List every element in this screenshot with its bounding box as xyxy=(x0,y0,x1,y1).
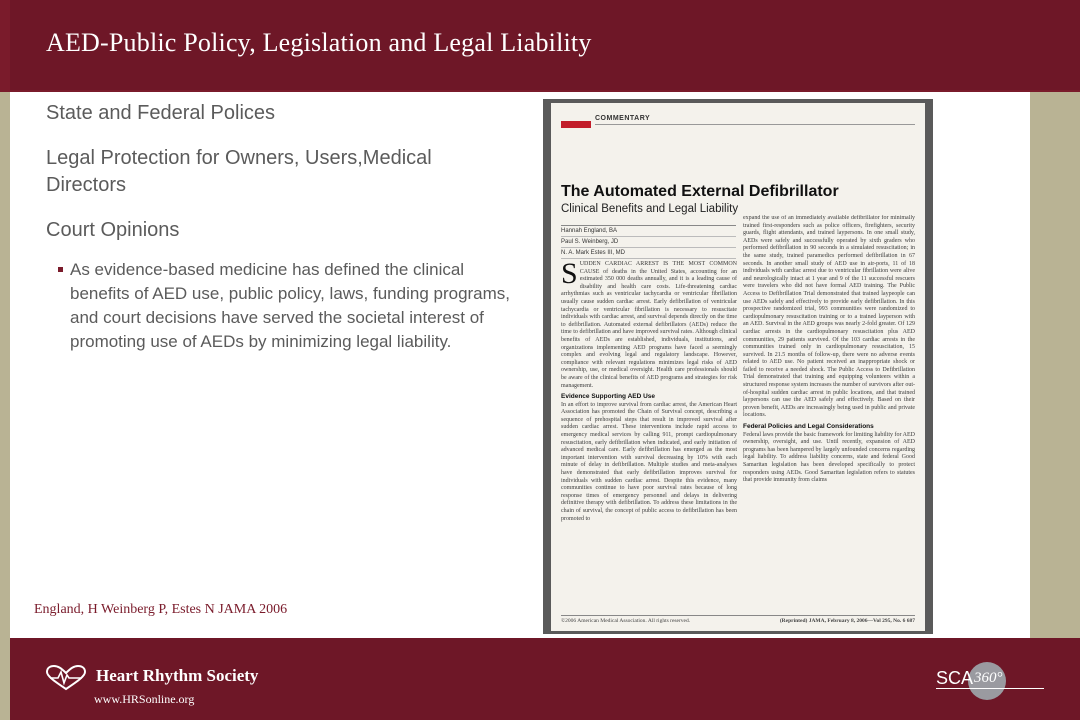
org-url[interactable]: www.HRSonline.org xyxy=(94,692,195,706)
article-section: COMMENTARY xyxy=(595,115,651,122)
section-color-bar xyxy=(561,121,591,128)
article-column-right xyxy=(743,215,915,615)
header-bar xyxy=(0,0,1080,92)
article-heading: Federal Policies and Legal Considerations xyxy=(743,423,874,431)
sca-text: SCA xyxy=(936,668,974,688)
sca-number: 360° xyxy=(974,670,1003,686)
article-intro: UDDEN CARDIAC ARREST IS THE MOST COMMON CAUSE of deaths in the United States, accounting for an estimated 350 000 deaths annually, and it is a leading cause of disability and health care costs. Life-threatening cardiac arrhythmias such as ventricular tachycardia or ventricular fibrillation usually cause sudden cardiac arrest. Early defibrillation of ventricular tachycardia or ventricular fibrillation is necessary to resuscitate individuals with cardiac arrest, and survival depends directly on the time to defibrillation. Automated external defibrillators (AEDs) reduce the time to defibrillation and have improved survival rates. Although clinical benefits of AEDs are established, individuals, institutions, and organizations implementing AED programs have faced a seemingly complex and evolving legal and regulatory landscape. However, compliance with relevant regulations minimizes legal risks of AED ownership, use, or medical oversight. Health care professionals should be aware of the clinical benefits of AED programs and strategies for risk management. xyxy=(561,261,737,389)
sub-bullet xyxy=(58,258,528,354)
section-rule xyxy=(595,124,915,125)
square-bullet-icon xyxy=(58,267,63,272)
author: N. A. Mark Estes III, MD xyxy=(561,248,736,259)
article-body: Federal laws provide the basic framework for limiting liability for AED ownership, oversight, and use. Until recently, expansion of AED programs has been hampered by largely unfounded concerns regarding legal liability. To address liability concerns, state and federal Good Samaritan legislation has been developed specifically to protect responders using AEDs. Good Samaritan legislation refers to statutes that provide immunity from claims xyxy=(743,431,915,484)
article-heading: Evidence Supporting AED Use xyxy=(561,393,656,401)
content-area xyxy=(10,92,1030,638)
article-page xyxy=(551,103,925,631)
article-copyright: ©2006 American Medical Association. All rights reserved. xyxy=(561,618,691,624)
author: Paul S. Weinberg, JD xyxy=(561,237,736,248)
heart-globe-logo-icon xyxy=(44,665,88,691)
author: Hannah England, BA xyxy=(561,226,736,237)
article-subtitle: Clinical Benefits and Legal Liability xyxy=(561,203,739,215)
drop-cap: S xyxy=(561,261,578,290)
article-authors xyxy=(561,225,736,259)
sca-underline xyxy=(936,688,1044,689)
article-title: The Automated External Defibrillator xyxy=(561,183,839,200)
bullet-state-federal: State and Federal Polices xyxy=(46,102,276,124)
bullet-court-opinions: Court Opinions xyxy=(46,219,180,241)
slide-title: AED-Public Policy, Legislation and Legal Liability xyxy=(46,28,592,57)
article-column-left xyxy=(561,261,737,616)
sub-bullet-text: As evidence-based medicine has defined the clinical benefits of AED use, public policy, laws, funding programs, and court decisions have served the societal interest of promoting use of AEDs by minimizing legal liability. xyxy=(70,260,511,351)
bullet-legal-protection: Legal Protection for Owners, Users,Medical Directors xyxy=(46,147,432,196)
footer-bar xyxy=(10,638,1080,720)
article-footer xyxy=(561,615,915,626)
article-body: In an effort to improve survival from cardiac arrest, the American Heart Association has promoted the Chain of Survival concept, describing a sequence of prehospital steps that result in improved survival after sudden cardiac arrest. These interventions include rapid access to emergency medical services by calling 911, prompt cardiopulmonary resuscitation, early defibrillation when indicated, and early initiation of advanced medical care. Early defibrillation has emerged as the most important intervention with survival decreasing by 10% with each minute of delay in defibrillation. Multiple studies and meta-analyses have demonstrated that early defibrillation improves survival for individuals with sudden cardiac arrest. Despite this evidence, many communities continue to have poor survival rates because of long response times of emergency personnel and delays in delivering definitive therapy with defibrillation. To address these limitations in the chain of survival, the concept of public access to defibrillation has been promoted to xyxy=(561,401,737,522)
article-reference: (Reprinted) JAMA, February 8, 2006—Vol 295, No. 6 687 xyxy=(779,618,915,624)
article-image xyxy=(543,99,933,634)
citation: England, H Weinberg P, Estes N JAMA 2006 xyxy=(34,602,288,617)
article-body: expand the use of an immediately available defibrillator for minimally trained first-responders such as police officers, firefighters, security guards, flight attendants, and trained laypersons. In one small study, AEDs were safely and successfully operated by sixth graders who performed defibrillation in 90 seconds in a simulated resuscitation; in the same study, trained paramedics performed defibrillation in 67 seconds. In another small study of AED use in air-ports, 11 of 18 individuals with cardiac arrest due to ventricular fibrillation were alive and neurologically intact at 1 year and 9 of the 11 successful rescuers were travelers who did not have formal AED training. The Public Access to Defibrillation Trial demonstrated that trained laypeople can use AEDs safely and effectively to provide early defibrillation. In this prospective randomized trial, 993 communities were randomized to cardiopulmonary resuscitation training or to a trained layperson with an AED. Survival in the AED groups was nearly 2-fold greater. Of 129 cardiac arrests in the cardiopulmonary resuscitation plus AED communities, 29 patients survived. Of the 103 cardiac arrests in the communities trained only in cardiopulmonary resuscitation, 15 survived. In 21.5 months of follow-up, there were no adverse events related to AED use. No patient received an inappropriate shock or failed to receive a needed shock. The Public Access to Defibrillation Trial demonstrated that training and equipping volunteers within a structured response system increases the number of survivors after out-of-hospital sudden cardiac arrest in public locations, and that trained laypersons can use the AED safely and effectively. Based on their proven benefit, AEDs are increasingly being used in public and private locations. xyxy=(743,215,915,419)
org-name: Heart Rhythm Society xyxy=(96,666,259,685)
